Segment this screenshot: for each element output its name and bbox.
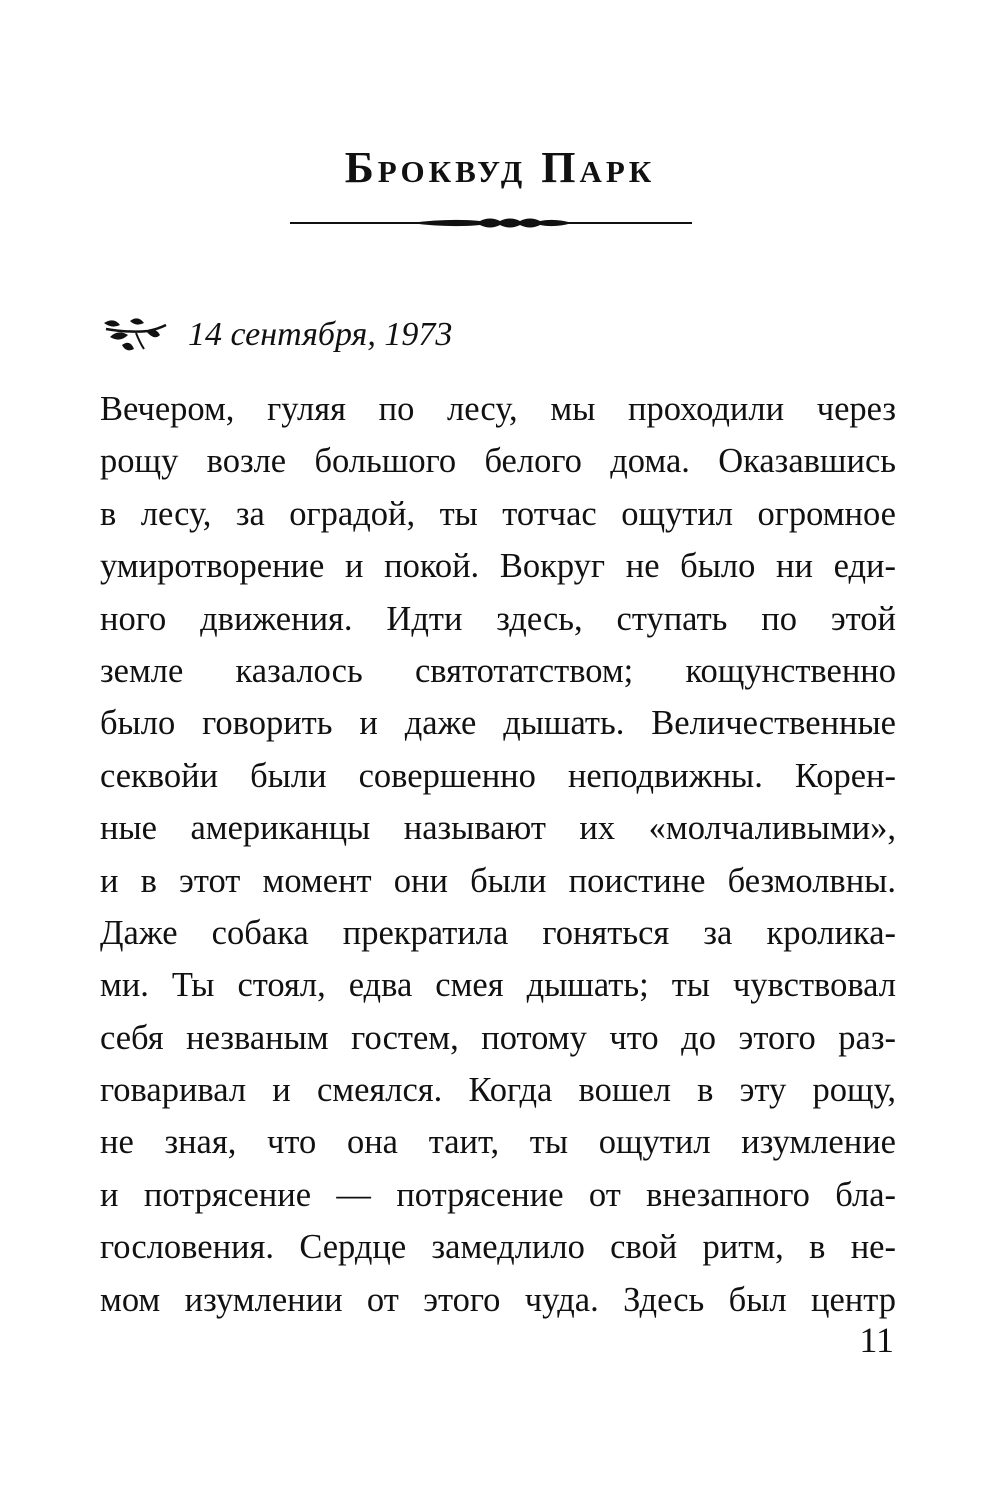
- text-line: умиротворение и покой. Вокруг не было ни еди-: [100, 547, 896, 586]
- text-line: Даже собака прекратила гоняться за кролика-: [100, 913, 896, 952]
- entry-date: 14 сентября, 1973: [188, 316, 453, 353]
- entry-date-heading: [100, 310, 452, 360]
- text-line: говаривал и смеялся. Когда вошел в эту рощу,: [100, 1071, 896, 1110]
- text-line: рощу возле большого белого дома. Оказавшись: [100, 442, 896, 481]
- text-line: гословения. Сердце замедлило свой ритм, в не-: [100, 1228, 896, 1267]
- text-line: мом изумлении от этого чуда. Здесь был центр: [100, 1280, 896, 1319]
- page-number: 11: [859, 1320, 894, 1360]
- text-line: ные американцы называют их «молчаливыми»,: [100, 809, 896, 848]
- text-line: секвойи были совершенно неподвижны. Корен-: [100, 756, 896, 795]
- text-line: и в этот момент они были поистине безмолвны.: [100, 861, 896, 900]
- body-text: [100, 383, 896, 1326]
- text-line: не зная, что она таит, ты ощутил изумление: [100, 1123, 896, 1162]
- text-line: в лесу, за оградой, ты тотчас ощутил огромное: [100, 494, 896, 533]
- text-line: ми. Ты стоял, едва смея дышать; ты чувствовал: [100, 966, 896, 1005]
- text-line: было говорить и даже дышать. Величественные: [100, 704, 896, 743]
- title-divider-ornament-icon: [290, 212, 692, 234]
- text-line: ного движения. Идти здесь, ступать по этой: [100, 599, 896, 638]
- leaf-sprig-icon: [100, 315, 170, 355]
- text-line: Вечером, гуляя по лесу, мы проходили через: [100, 390, 896, 428]
- chapter-title: Броквуд Парк: [344, 143, 656, 192]
- text-line: и потрясение — потрясение от внезапного бла-: [100, 1175, 896, 1214]
- text-line: себя незваным гостем, потому что до этого раз-: [100, 1018, 896, 1057]
- text-line: земле казалось святотатством; кощунственно: [100, 651, 896, 690]
